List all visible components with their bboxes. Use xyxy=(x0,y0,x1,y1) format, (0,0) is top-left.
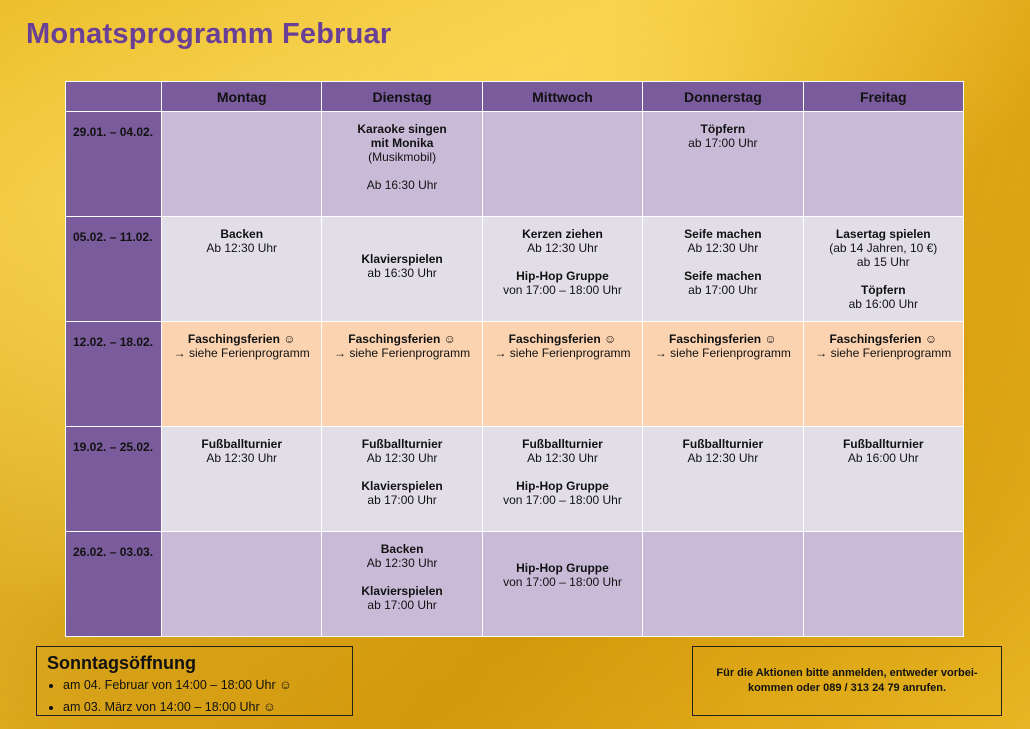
day-cell xyxy=(322,217,482,322)
event-name: Backen xyxy=(380,542,424,556)
sunday-opening-item: • am 03. März von 14:00 – 18:00 Uhr ☺ xyxy=(63,700,342,714)
event-detail: Ab 12:30 Uhr xyxy=(687,451,759,465)
schedule-event xyxy=(483,479,642,507)
cell-content xyxy=(643,112,802,150)
day-cell xyxy=(482,427,642,532)
day-cell xyxy=(162,217,322,322)
event-detail: Ab 12:30 Uhr xyxy=(527,241,598,255)
cell-content xyxy=(804,322,963,360)
event-detail: ab 17:00 Uhr xyxy=(688,283,758,297)
schedule-event xyxy=(643,227,802,255)
day-cell xyxy=(803,532,963,637)
event-name: Fußballturnier xyxy=(361,437,443,451)
event-detail: Ab 12:30 Uhr xyxy=(527,451,598,465)
event-name: Töpfern xyxy=(700,122,746,136)
cell-content xyxy=(322,322,481,360)
day-cell xyxy=(482,217,642,322)
day-cell xyxy=(322,532,482,637)
cell-content xyxy=(643,322,802,360)
cell-content xyxy=(322,532,481,612)
event-detail: von 17:00 – 18:00 Uhr xyxy=(503,493,622,507)
event-detail: Ab 12:30 Uhr xyxy=(366,556,438,570)
day-cell xyxy=(162,322,322,427)
event-detail: → siehe Ferienprogramm xyxy=(173,346,310,360)
schedule-event xyxy=(643,437,802,465)
schedule-event xyxy=(643,332,802,360)
schedule-event xyxy=(162,332,321,360)
registration-notice-text: Für die Aktionen bitte anmelden, entweder vorbei- kommen oder 089 / 313 24 79 anrufen. xyxy=(716,667,978,694)
cell-content xyxy=(483,427,642,507)
schedule-event xyxy=(322,332,481,360)
schedule-event xyxy=(322,252,481,280)
week-label: 19.02. – 25.02. xyxy=(66,427,162,532)
day-cell xyxy=(322,112,482,217)
schedule-event xyxy=(804,227,963,269)
cell-content xyxy=(162,112,321,122)
event-detail: → siehe Ferienprogramm xyxy=(334,346,471,360)
cell-content xyxy=(162,532,321,542)
event-detail: ab 17:00 Uhr xyxy=(367,598,437,612)
event-detail: → siehe Ferienprogramm xyxy=(494,346,631,360)
schedule-event xyxy=(643,122,802,150)
day-header: Montag xyxy=(162,82,322,112)
day-header: Mittwoch xyxy=(482,82,642,112)
event-detail: → siehe Ferienprogramm xyxy=(815,346,952,360)
event-name: Faschingsferien ☺ xyxy=(187,332,296,346)
registration-notice xyxy=(692,646,1002,716)
schedule-event xyxy=(483,561,642,589)
event-name: Fußballturnier xyxy=(682,437,764,451)
event-name: Faschingsferien ☺ xyxy=(508,332,617,346)
event-detail: Ab 12:30 Uhr xyxy=(366,451,438,465)
event-name: Hip-Hop Gruppe xyxy=(516,269,609,283)
event-detail: ab 17:00 Uhr xyxy=(367,493,437,507)
event-name: Fußballturnier xyxy=(522,437,603,451)
day-cell xyxy=(482,322,642,427)
schedule-event xyxy=(804,283,963,311)
cell-content xyxy=(322,427,481,507)
page-title: Monatsprogramm Februar xyxy=(26,18,392,50)
cell-content xyxy=(483,112,642,122)
week-row xyxy=(66,322,964,427)
cell-content xyxy=(804,532,963,542)
day-header: Donnerstag xyxy=(643,82,803,112)
day-cell xyxy=(803,427,963,532)
schedule-event xyxy=(483,269,642,297)
header-row xyxy=(66,82,964,112)
schedule-event xyxy=(322,122,481,192)
schedule-event xyxy=(483,332,642,360)
day-header: Dienstag xyxy=(322,82,482,112)
event-name: Klavierspielen xyxy=(361,252,443,266)
day-cell xyxy=(162,427,322,532)
cell-content xyxy=(804,112,963,122)
sunday-opening-box xyxy=(36,646,353,716)
day-header: Freitag xyxy=(803,82,963,112)
cell-content xyxy=(322,112,481,192)
cell-content xyxy=(643,217,802,297)
event-detail: (Musikmobil) Ab 16:30 Uhr xyxy=(366,150,438,192)
event-detail: ab 17:00 Uhr xyxy=(688,136,758,150)
week-row xyxy=(66,112,964,217)
cell-content xyxy=(322,217,481,280)
event-name: Faschingsferien ☺ xyxy=(348,332,456,346)
schedule-event xyxy=(162,227,321,255)
event-name: Hip-Hop Gruppe xyxy=(516,479,609,493)
event-name: Klavierspielen xyxy=(361,584,443,598)
schedule-event xyxy=(804,437,963,465)
event-detail: ab 16:00 Uhr xyxy=(848,297,918,311)
cell-content xyxy=(483,322,642,360)
day-cell xyxy=(643,217,803,322)
week-label: 26.02. – 03.03. xyxy=(66,532,162,637)
day-cell xyxy=(162,112,322,217)
cell-content xyxy=(643,532,802,542)
day-cell xyxy=(482,532,642,637)
day-cell xyxy=(482,112,642,217)
week-row xyxy=(66,532,964,637)
week-label: 12.02. – 18.02. xyxy=(66,322,162,427)
event-detail: Ab 12:30 Uhr xyxy=(206,241,278,255)
schedule-event xyxy=(322,479,481,507)
event-name: Fußballturnier xyxy=(842,437,924,451)
event-name: Faschingsferien ☺ xyxy=(829,332,938,346)
event-detail: von 17:00 – 18:00 Uhr xyxy=(503,575,622,589)
event-name: Faschingsferien ☺ xyxy=(669,332,777,346)
event-detail: ab 16:30 Uhr xyxy=(367,266,437,280)
schedule-event xyxy=(162,437,321,465)
event-name: Klavierspielen xyxy=(361,479,443,493)
day-cell xyxy=(643,322,803,427)
event-name: Backen xyxy=(220,227,264,241)
week-row xyxy=(66,217,964,322)
event-detail: Ab 12:30 Uhr xyxy=(206,451,278,465)
event-name: Fußballturnier xyxy=(201,437,283,451)
event-name: Seife machen xyxy=(684,227,762,241)
event-detail: Ab 12:30 Uhr xyxy=(687,241,759,255)
week-label: 05.02. – 11.02. xyxy=(66,217,162,322)
day-cell xyxy=(322,322,482,427)
event-detail: (ab 14 Jahren, 10 €) ab 15 Uhr xyxy=(829,241,938,269)
sunday-opening-item: • am 04. Februar von 14:00 – 18:00 Uhr ☺ xyxy=(63,678,342,692)
event-name: Lasertag spielen xyxy=(835,227,931,241)
event-name: Seife machen xyxy=(684,269,762,283)
event-name: Kerzen ziehen xyxy=(522,227,603,241)
schedule-table xyxy=(65,81,964,637)
header-corner xyxy=(66,82,162,112)
schedule-event xyxy=(483,227,642,255)
cell-content xyxy=(162,322,321,360)
day-cell xyxy=(643,112,803,217)
cell-content xyxy=(804,427,963,465)
day-cell xyxy=(162,532,322,637)
event-name: Karaoke singen mit Monika xyxy=(357,122,447,150)
schedule-event xyxy=(483,437,642,465)
event-detail: Ab 16:00 Uhr xyxy=(847,451,919,465)
day-cell xyxy=(803,322,963,427)
schedule-event xyxy=(322,437,481,465)
day-cell xyxy=(643,532,803,637)
week-label: 29.01. – 04.02. xyxy=(66,112,162,217)
schedule-event xyxy=(804,332,963,360)
schedule-event xyxy=(322,542,481,570)
event-name: Hip-Hop Gruppe xyxy=(516,561,609,575)
cell-content xyxy=(643,427,802,465)
cell-content xyxy=(483,217,642,297)
cell-content xyxy=(162,217,321,255)
week-row xyxy=(66,427,964,532)
event-name: Töpfern xyxy=(860,283,906,297)
cell-content xyxy=(483,532,642,589)
sunday-opening-heading: Sonntagsöffnung xyxy=(47,653,196,673)
event-detail: → siehe Ferienprogramm xyxy=(654,346,791,360)
sunday-opening-list xyxy=(47,678,342,714)
cell-content xyxy=(162,427,321,465)
schedule-event xyxy=(643,269,802,297)
day-cell xyxy=(322,427,482,532)
event-detail: von 17:00 – 18:00 Uhr xyxy=(503,283,622,297)
cell-content xyxy=(804,217,963,311)
day-cell xyxy=(803,217,963,322)
day-cell xyxy=(643,427,803,532)
day-cell xyxy=(803,112,963,217)
schedule-event xyxy=(322,584,481,612)
